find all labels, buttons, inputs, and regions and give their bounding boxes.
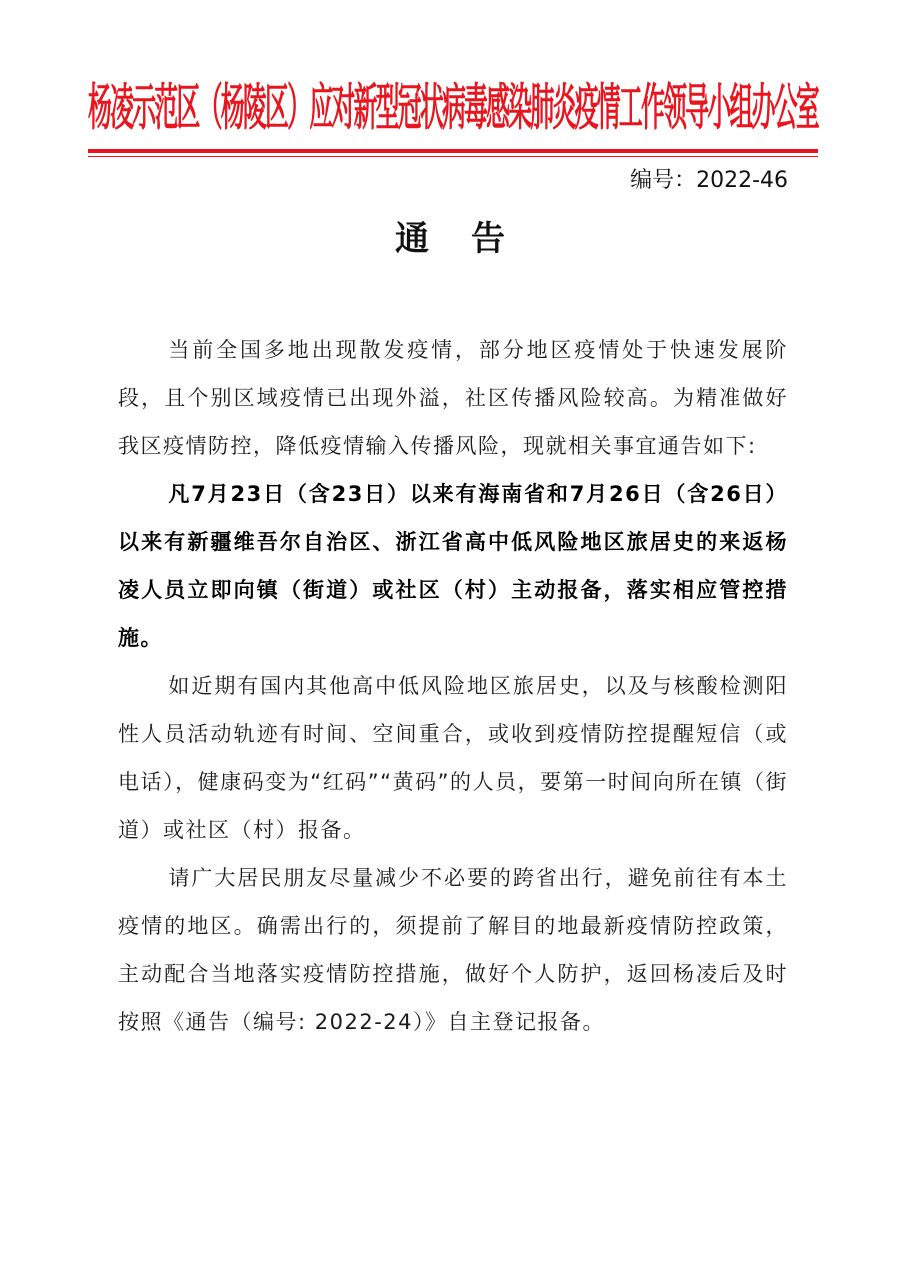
document-number: 编号：2022-46 bbox=[630, 168, 788, 193]
issuer-header: 杨凌示范区（杨陵区）应对新型冠状病毒感染肺炎疫情工作领导小组办公室 bbox=[88, 78, 818, 137]
notice-title: 通告 bbox=[395, 219, 547, 259]
header-rule-thin bbox=[88, 156, 818, 157]
paragraph-risk-contacts: 如近期有国内其他高中低风险地区旅居史，以及与核酸检测阳性人员活动轨迹有时间、空间重合，或收到疫情防控提醒短信（或电话），健康码变为“红码”“黄码”的人员，要第一时间向所在镇（街道）或社区（村）报备。 bbox=[118, 674, 788, 842]
paragraph-travel-advice: 请广大居民朋友尽量减少不必要的跨省出行，避免前往有本土疫情的地区。确需出行的，须提前了解目的地最新疫情防控政策，主动配合当地落实疫情防控措施，做好个人防护，返回杨凌后及时按照《通告（编号: 2022-24）》自主登记报备。 bbox=[118, 866, 788, 1034]
paragraph-reporting-requirement: 凡7月23日（含23日）以来有海南省和7月26日（含26日）以来有新疆维吾尔自治区、浙江省高中低风险地区旅居史的来返杨凌人员立即向镇（街道）或社区（村）主动报备，落实相应管控措施。 bbox=[118, 482, 788, 650]
paragraph-intro: 当前全国多地出现散发疫情，部分地区疫情处于快速发展阶段，且个别区域疫情已出现外溢，社区传播风险较高。为精准做好我区疫情防控，降低疫情输入传播风险，现就相关事宜通告如下: bbox=[118, 338, 788, 458]
header-rule-thick bbox=[88, 149, 818, 153]
notice-body bbox=[118, 326, 788, 1046]
